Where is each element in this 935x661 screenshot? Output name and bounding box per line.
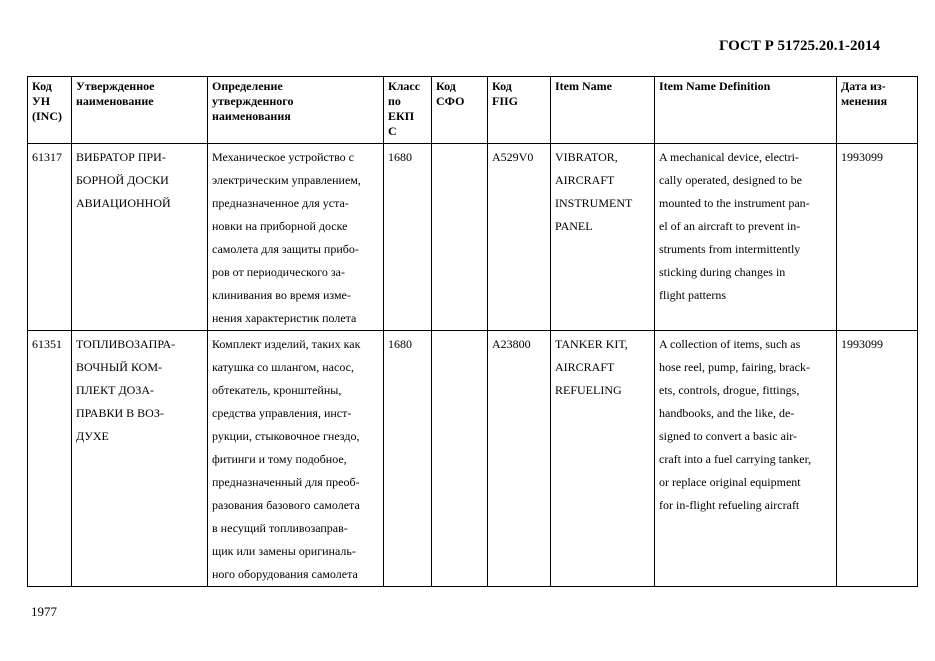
cell-code: 61351 [28, 331, 72, 587]
col-header-item-name: Item Name [551, 77, 655, 144]
cell-sfo [432, 144, 488, 331]
col-header-class: Класс по ЕКП С [384, 77, 432, 144]
col-header-approved-name: Утвержденное наименование [72, 77, 208, 144]
cell-item-definition: A mechanical device, electri- cally operated, designed to be mounted to the instrument pan- el of an aircraft to prevent in- struments from intermittently sticking during changes in flight patterns [655, 144, 837, 331]
col-header-sfo: Код СФО [432, 77, 488, 144]
cell-sfo [432, 331, 488, 587]
table-header-row [28, 77, 918, 144]
cell-item-name: TANKER KIT, AIRCRAFT REFUELING [551, 331, 655, 587]
col-header-date: Дата из- менения [837, 77, 918, 144]
table-row [28, 144, 918, 331]
cell-class: 1680 [384, 331, 432, 587]
catalog-table [27, 76, 918, 587]
cell-fiig: A529V0 [488, 144, 551, 331]
cell-approved-name: ТОПЛИВОЗАПРА- ВОЧНЫЙ КОМ- ПЛЕКТ ДОЗА- ПРАВКИ В ВОЗ- ДУХЕ [72, 331, 208, 587]
cell-item-definition: A collection of items, such as hose reel, pump, fairing, brack- ets, controls, drogue, fittings, handbooks, and the like, de- signed to convert a basic air- craft into a fuel carrying tanker, or replace original equipment for in-flight refueling aircraft [655, 331, 837, 587]
col-header-item-definition: Item Name Definition [655, 77, 837, 144]
page-number: 1977 [31, 604, 57, 619]
cell-item-name: VIBRATOR, AIRCRAFT INSTRUMENT PANEL [551, 144, 655, 331]
cell-date: 1993099 [837, 144, 918, 331]
cell-date: 1993099 [837, 331, 918, 587]
cell-code: 61317 [28, 144, 72, 331]
cell-approved-name: ВИБРАТОР ПРИ- БОРНОЙ ДОСКИ АВИАЦИОННОЙ [72, 144, 208, 331]
table-row [28, 331, 918, 587]
col-header-definition: Определение утвержденного наименования [208, 77, 384, 144]
cell-class: 1680 [384, 144, 432, 331]
cell-definition: Комплект изделий, таких как катушка со шлангом, насос, обтекатель, кронштейны, средства управления, инст- рукции, стыковочное гнездо, фитинги и тому подобное, предназначенный для преоб- разования базового самолета в несущий топливозаправ- щик или замены оригиналь- ного оборудования самолета [208, 331, 384, 587]
cell-fiig: A23800 [488, 331, 551, 587]
col-header-code-inc: Код УН (INC) [28, 77, 72, 144]
standard-designation: ГОСТ Р 51725.20.1-2014 [719, 38, 881, 54]
col-header-fiig: Код FIIG [488, 77, 551, 144]
cell-definition: Механическое устройство с электрическим управлением, предназначенное для уста- новки на приборной доске самолета для защиты прибо- ров от периодического за- клинивания во время изме- нения характеристик полета [208, 144, 384, 331]
